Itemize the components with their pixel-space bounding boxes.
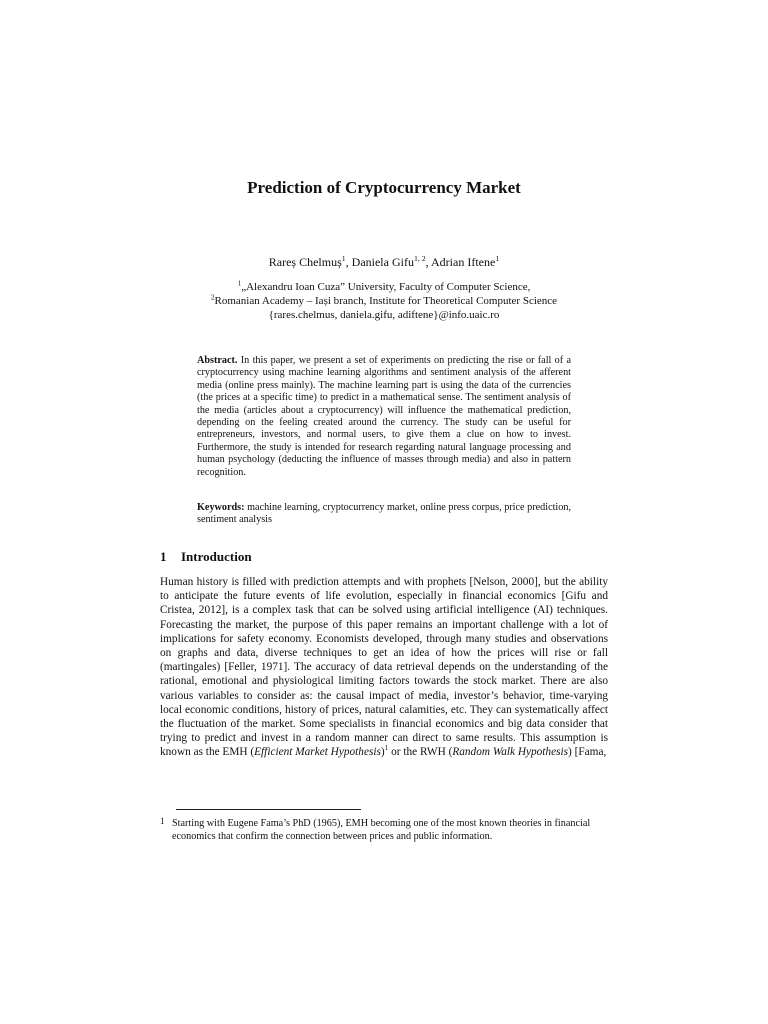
footnote-divider [176,809,361,810]
affiliation-line [0,280,768,294]
section-heading [160,549,252,565]
affil-sup: 2 [210,293,215,302]
keywords-label: Keywords: [197,502,245,513]
footnote-mark: 1 [160,816,165,826]
abstract [197,355,571,479]
author-emails: {rares.chelmus, daniela.gifu, adiftene}@info.uaic.ro [268,309,500,321]
author-separator: , [345,255,352,269]
footnote [160,817,608,843]
paper-title: Prediction of Cryptocurrency Market [247,178,521,197]
keywords [197,502,571,527]
section-number: 1 [160,549,167,564]
affiliation-line [0,294,768,308]
author-affil-sup: 1, 2 [413,254,426,263]
body-italic-term: Efficient Market Hypothesis [254,746,381,759]
keywords-text: machine learning, cryptocurrency market, online press corpus, price prediction, sentiment analysis [197,502,571,526]
section-title: Introduction [181,549,252,564]
footnote-text: Starting with Eugene Fama’s PhD (1965), EMH becoming one of the most known theories in financial economics that confirm the connection between prices and public information. [172,818,591,842]
affiliations [0,280,768,322]
author-affil-sup: 1 [495,254,500,263]
body-text: ) [Fama, [568,746,607,759]
body-text: Human history is filled with prediction attempts and with prophets [Nelson, 2000], but the ability to anticipate the future events of life evolution, especially in financial economics [Gifu and Cristea, 2012], is a complex task that can be solved using artificial intelligence (AI) techniques. Forecasting the market, the purpose of this paper remains an important challenge with a lot of implications for safety economy. Economists developed, through many studies and observations on graphs and data, diverse techniques to get an idea of how the prices will rise or fall (martingales) [Feller, 1971]. The accuracy of data retrieval depends on the understanding of the rational, emotional and physiological limiting factors towards the stock market. There are also various variables to consider as: the causal impact of media, investor’s behavior, time-varying local economic conditions, history of prices, natural calamities, etc. They can systematically affect the fluctuation of the market. Some specialists in financial economics and big data consider that trying to predict and invest in a random manner can direct to same results. This assumption is known as the EMH ( [160,576,608,759]
affil-sup: 1 [237,279,242,288]
body-paragraph [160,575,608,760]
body-text: ) [380,746,385,759]
author-affil-sup: 1 [341,254,346,263]
abstract-text: In this paper, we present a set of experiments on predicting the rise or fall of a cryptocurrency using machine learning algorithms and sentiment analysis of the afferent media (online press mainly). The machine learning part is using the data of the currencies (the prices at a specific time) to predict in a mathematical sense. The sentiment analysis of the media (articles about a cryptocurrency) will influence the mathematical prediction, depending on the feeling created around the currency. The study can be useful for entrepreneurs, investors, and normal users, to give them a clue on how to invest. Furthermore, the study is intended for research regarding natural language processing and human psychology (deducting the influence of masses through media) and also in pattern recognition. [197,355,571,478]
author-separator: , [425,255,432,269]
author-list [0,255,768,270]
affiliation-text: „Alexandru Ioan Cuza” University, Faculty of Computer Science, [241,281,531,293]
author-name: Adrian Iftene [431,255,496,269]
body-italic-term: Random Walk Hypothesis [452,746,569,759]
affiliation-text: Romanian Academy – Iași branch, Institute for Theoretical Computer Science [214,295,558,307]
author-name: Rareș Chelmuș [268,255,342,269]
body-text: or the RWH ( [388,746,453,759]
footnote-ref[interactable]: 1 [384,743,389,753]
author-name: Daniela Gifu [351,255,414,269]
abstract-label: Abstract. [197,355,238,366]
